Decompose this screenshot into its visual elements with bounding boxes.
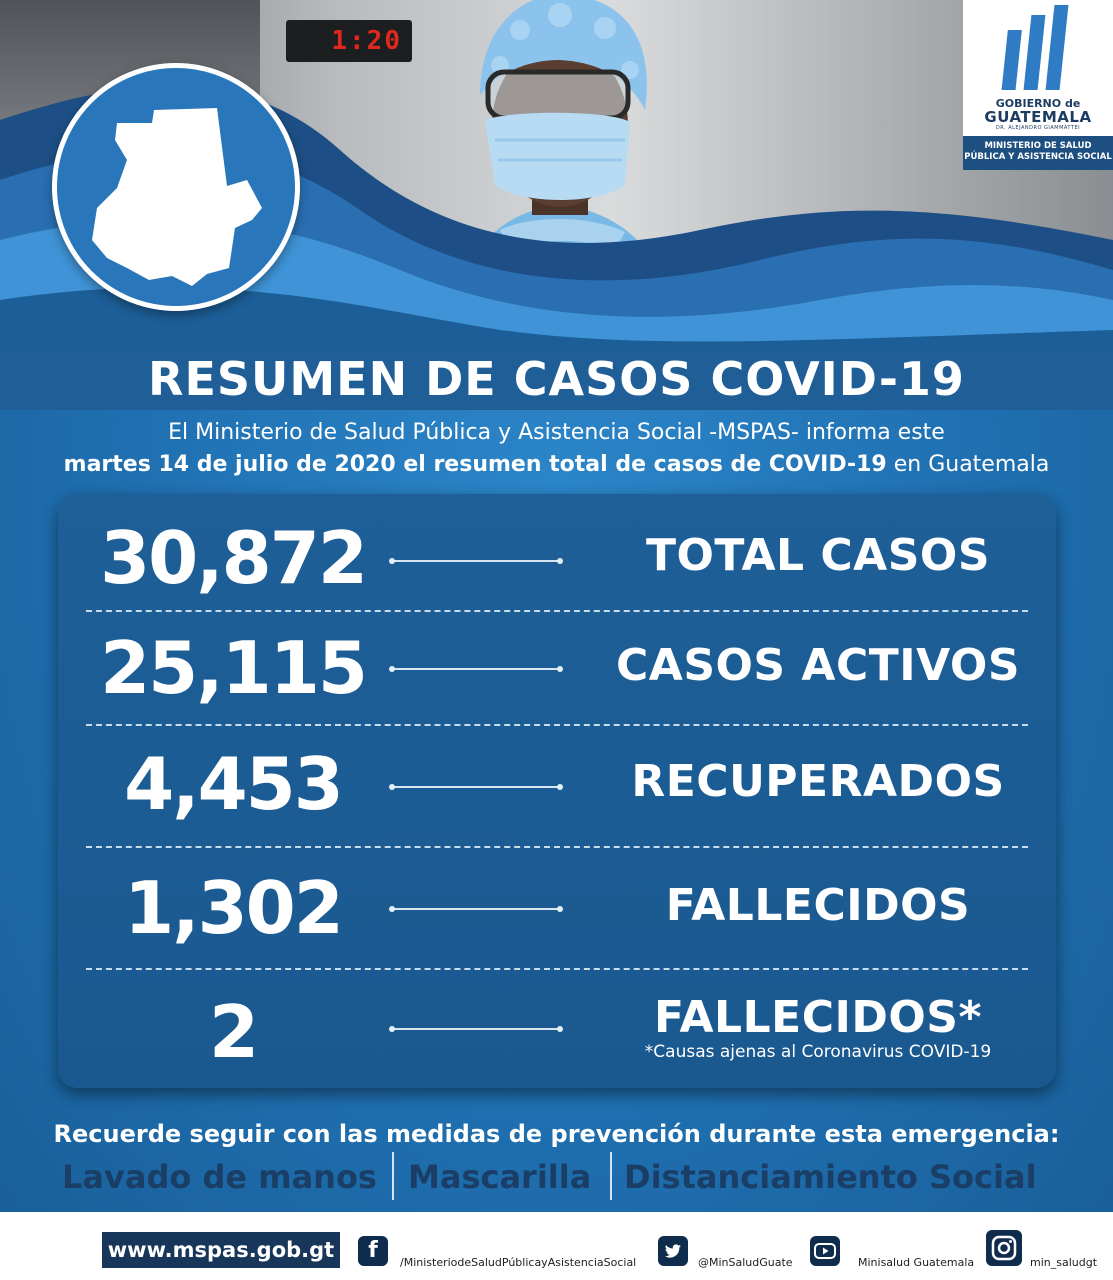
ministry-line-2: PÚBLICA Y ASISTENCIA SOCIAL — [964, 152, 1112, 162]
measure-divider — [392, 1152, 394, 1200]
stat-value: 25,115 — [100, 626, 366, 710]
stat-footnote: *Causas ajenas al Coronavirus COVID-19 — [644, 1042, 992, 1062]
stat-value: 4,453 — [124, 742, 342, 826]
twitter-icon[interactable] — [658, 1236, 688, 1266]
stat-label: TOTAL CASOS — [645, 530, 991, 581]
connector-line — [392, 560, 560, 562]
stat-label: RECUPERADOS — [631, 756, 1005, 807]
instagram-icon[interactable] — [986, 1230, 1022, 1266]
stat-label: CASOS ACTIVOS — [615, 640, 1021, 691]
facebook-icon[interactable]: f — [358, 1236, 388, 1266]
logo-line-1: GOBIERNO de — [995, 97, 1081, 110]
connector-line — [392, 1028, 560, 1030]
header-photo — [0, 0, 1113, 360]
stat-label: FALLECIDOS — [665, 880, 971, 931]
stats-panel — [58, 494, 1056, 1088]
connector-line — [392, 668, 560, 670]
intro-date: martes 14 de julio de 2020 el resumen total de casos de COVID-19 — [63, 452, 887, 477]
measure-handwashing: Lavado de manos — [62, 1158, 377, 1196]
stat-label: FALLECIDOS* — [654, 992, 982, 1043]
government-emblem-icon — [963, 0, 1113, 100]
measure-distancing: Distanciamiento Social — [624, 1158, 1037, 1196]
ministry-line-1: MINISTERIO DE SALUD — [984, 141, 1092, 151]
stat-row-total — [58, 494, 1056, 612]
stat-row-deceased-other — [58, 970, 1056, 1088]
intro-line-1: El Ministerio de Salud Pública y Asistencia Social -MSPAS- informa este — [168, 420, 945, 445]
ministry-name — [963, 136, 1113, 170]
measure-mask: Mascarilla — [408, 1158, 592, 1196]
connector-line — [392, 786, 560, 788]
stat-row-deceased — [58, 848, 1056, 966]
page-title: RESUMEN DE CASOS COVID-19 — [148, 352, 965, 406]
twitter-handle[interactable]: @MinSaludGuate — [698, 1256, 793, 1269]
guatemala-map-badge — [52, 63, 300, 311]
intro-location: en Guatemala — [886, 452, 1050, 477]
facebook-handle[interactable]: /MinisteriodeSaludPúblicayAsistenciaSocial — [400, 1256, 637, 1269]
stat-row-active — [58, 612, 1056, 730]
instagram-handle[interactable]: min_saludgt — [1030, 1256, 1098, 1269]
prevention-reminder: Recuerde seguir con las medidas de prevención durante esta emergencia: — [53, 1120, 1060, 1148]
stat-row-recovered — [58, 726, 1056, 844]
logo-line-2: GUATEMALA — [984, 108, 1092, 126]
stat-value: 2 — [208, 990, 258, 1074]
intro-line-2 — [0, 452, 1113, 477]
prevention-measures — [56, 1152, 1056, 1202]
stat-value: 1,302 — [124, 866, 342, 950]
website-link[interactable]: www.mspas.gob.gt — [102, 1232, 340, 1268]
youtube-handle[interactable]: Minisalud Guatemala — [858, 1256, 975, 1269]
youtube-icon[interactable] — [810, 1236, 840, 1266]
logo-line-3: DR. ALEJANDRO GIAMMATTEI — [995, 125, 1081, 131]
guatemala-map-icon — [57, 68, 295, 306]
measure-divider — [610, 1152, 612, 1200]
connector-line — [392, 908, 560, 910]
stat-value: 30,872 — [100, 516, 366, 600]
government-logo — [963, 0, 1113, 170]
timer-display: 1:20 — [331, 26, 402, 56]
